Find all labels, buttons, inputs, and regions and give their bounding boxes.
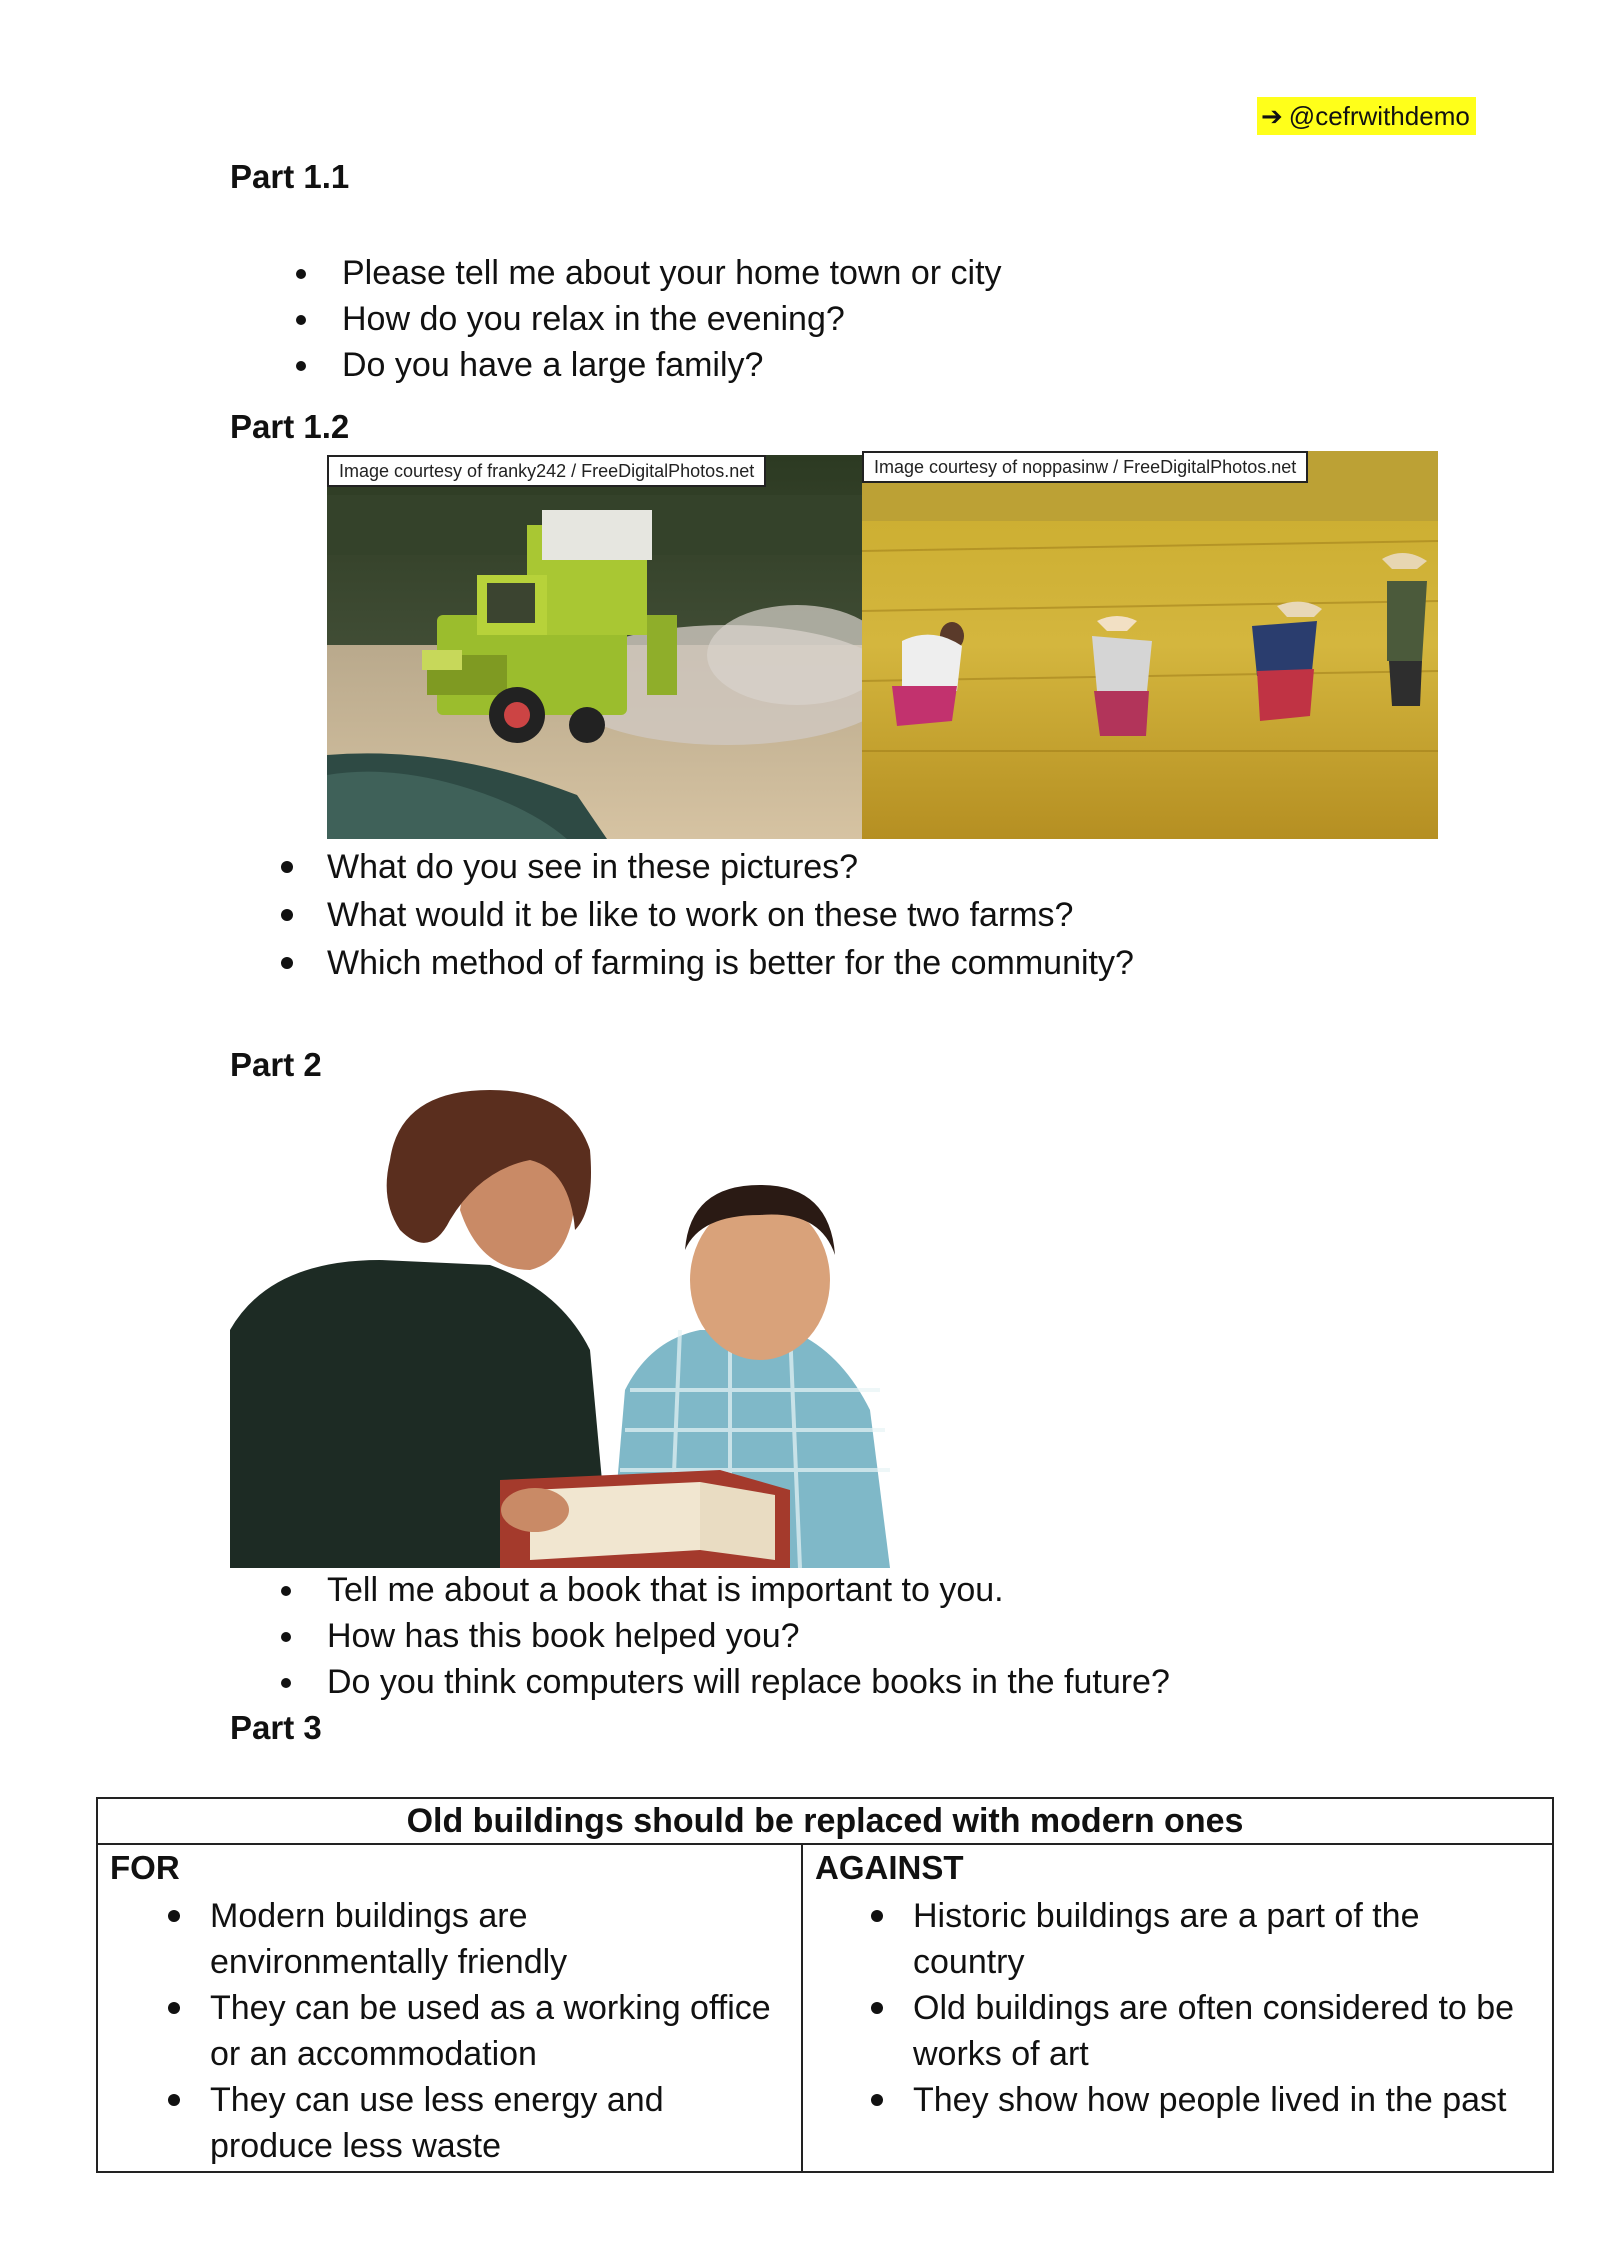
part-1-2-questions [327,843,1134,987]
list-item: Historic buildings are a part of the country [913,1893,1473,1985]
arrow-right-icon: ➔ [1261,101,1283,131]
list-item: Do you have a large family? [342,342,1002,388]
list-item: Please tell me about your home town or city [342,250,1002,296]
list-item: Tell me about a book that is important to you. [327,1567,1170,1613]
list-item: What would it be like to work on these two farms? [327,891,1134,939]
part-1-1-heading: Part 1.1 [230,158,350,195]
for-column [97,1844,802,2172]
for-list [210,1893,790,2169]
list-item: What do you see in these pictures? [327,843,1134,891]
rice-harvest-image [862,451,1438,839]
list-item: Modern buildings are environmentally friendly [210,1893,630,1985]
against-list [913,1893,1543,2123]
for-label: FOR [110,1849,180,1886]
mother-son-reading-image [230,1090,982,1568]
list-item: They can use less energy and produce less waste [210,2077,680,2169]
list-item: Do you think computers will replace books in the future? [327,1659,1170,1705]
part-2-heading: Part 2 [230,1046,322,1083]
part-1-2-heading: Part 1.2 [230,408,350,445]
list-item: How has this book helped you? [327,1613,1170,1659]
reading-photo [230,1090,982,1568]
debate-table [96,1797,1554,2173]
list-item: How do you relax in the evening? [342,296,1002,342]
combine-harvester-photo [327,455,862,839]
handle-text: @cefrwithdemo [1288,101,1470,131]
debate-title: Old buildings should be replaced with modern ones [97,1798,1553,1844]
list-item: Which method of farming is better for the community? [327,939,1134,987]
combine-harvester-image [327,455,862,839]
part-1-1-questions [342,250,1002,388]
part-3-heading: Part 3 [230,1709,322,1746]
part-2-questions [327,1567,1170,1705]
against-column [802,1844,1553,2172]
list-item: They can be used as a working office or an accommodation [210,1985,790,2077]
photo-credit: Image courtesy of franky242 / FreeDigitalPhotos.net [327,455,766,487]
against-label: AGAINST [815,1849,964,1886]
list-item: They show how people lived in the past [913,2077,1543,2123]
photo-credit: Image courtesy of noppasinw / FreeDigitalPhotos.net [862,451,1308,483]
rice-harvest-photo [862,451,1438,839]
list-item: Old buildings are often considered to be works of art [913,1985,1543,2077]
author-handle [1257,97,1476,135]
